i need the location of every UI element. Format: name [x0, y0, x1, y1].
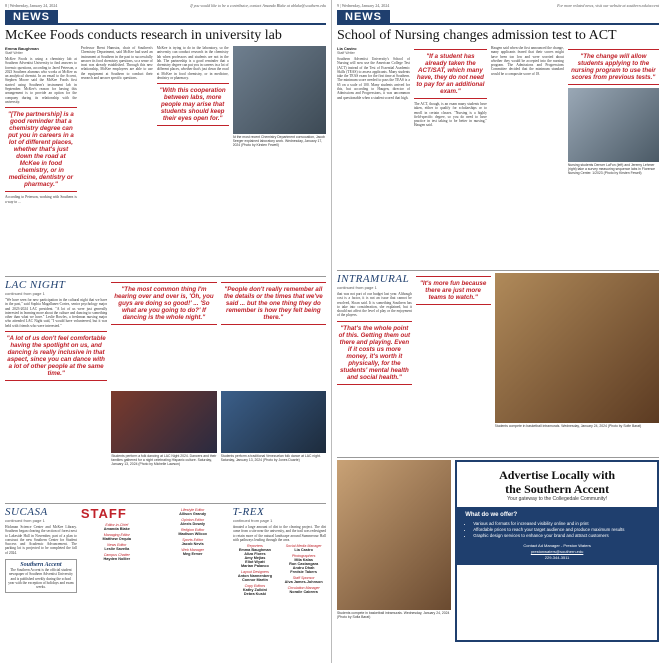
staff-name: Leslie Savella [104, 547, 130, 551]
lac-photo-2-caption: Students perform a traditional Venezuelan folk dance at LAC night. Saturday, January 13, 2024 (Photo by Jones Duarte) [220, 454, 321, 462]
right-news-label: NEWS [337, 10, 390, 24]
lac-night-continued: continued from page 1 [5, 291, 45, 296]
staff-column-2 [157, 508, 229, 556]
right-headline: School of Nursing changes admission test to ACT [337, 28, 617, 43]
right-top-article [337, 46, 659, 268]
staff-role: Sports Editor [182, 538, 204, 542]
staff-role: Circulation Manager [287, 586, 320, 591]
staff-role: Copy Editors [244, 584, 266, 589]
trex-text: donated a large amount of dirt to the clearing project. The dirt came from a site near the university, and the trail was redesigned to retain more of the natural landscape around Summerour Hall with pathways leading through the area. [232, 525, 326, 542]
lac-photo-1-caption: Students perform a folk dancing at LAC Night 2024. Dancers and their families gathered for a night celebrating Hispanic culture. Saturday, January 13, 2024 (Photo by Michelle Lawson) [111, 454, 217, 466]
ad-subtitle: Your gateway to the Collegedale Community! [507, 496, 608, 502]
left-article-paragraph-2: Professor Brent Hamstra, chair of Southern's Chemistry Department, said McKee had used an instrument at Southern in the past to successfully answer its food chemistry questions, so a sense of trust was already established. Through this new relationship, McKee employees are able to use the equipment at Southern to conduct their research and answer specific questions. [80, 46, 153, 81]
staff-role: Staff Sponsor [292, 576, 315, 581]
ad-offer-item: • Graphic design services to enhance your brand and attract customers [473, 533, 649, 539]
intramural-pull-quote-1: "That's the whole point of this. Getting them out there and playing. Even if it costs us more money, it's worth it physically, for the students' mental health and social health." [337, 321, 412, 385]
staff-role: Religion Editor [180, 528, 205, 532]
ad-offer-item: • Various ad formats for increased visibility online and in print [473, 521, 649, 527]
right-page-number: 9 | Wednesday, January 24, 2024 [337, 3, 390, 8]
staff-role: News Editor [107, 543, 127, 547]
left-headline: McKee Foods conducts research in university lab [5, 28, 282, 43]
right-photo-nursing [568, 88, 659, 162]
sucasa-continued: continued from page 1 [5, 518, 45, 523]
left-page-number: 8 | Wednesday, January 24, 2024 [5, 3, 58, 8]
staff-column-1 [81, 523, 153, 561]
staff-disclaimer-box [5, 559, 77, 592]
trex-continued: continued from page 1 [232, 518, 273, 523]
right-page [332, 0, 664, 663]
intramural-text: that was not part of our budget last year. Although cost is a factor, it is not an issue that cannot be resolved, Sloan said. It is something Southern has to take into consideration, she explained, but it should not affect the level of play or the enjoyment of the players. [337, 292, 412, 318]
lac-pull-quote-1: "A lot of us don't feel comfortable having the spotlight on us, and dancing is really inclusive in that aspect, since you can dance with a lot of other people at the same time." [5, 331, 107, 381]
left-news-label: NEWS [5, 10, 58, 24]
sucasa-text: Hickman Science Center and McKee Library. Southern began clearing the section of forest next to Lakeside Hall in November, part of a plan to construct the new Southern Center for Student Success and Academic Advancement. The parking lot is projected to be completed the fall of 2024. [5, 525, 77, 555]
trex-heading: T-REX [232, 506, 265, 518]
right-intramural-section [337, 273, 659, 455]
staff-disclaimer: The Southern Accent is the official student newspaper of Southern Adventist University and is published weekly during the school year with the exception of holidays and exam weeks. [8, 568, 74, 590]
ad-title-line-2: the Southern Accent [505, 482, 610, 496]
intramural-photo-2-caption: Students compete in basketball intramurals. Wednesday, January 24, 2024 (Photo by Sofia Barat) [337, 611, 450, 619]
right-article-paragraph-3: Haugen said when she first announced the change, many applicants feared that their scores might have been too low and were worried about whether they would be accepted into the nursing program. The Admissions and Progressions Committee decided that the minimum standard would be a composite score of 18. [490, 46, 564, 76]
staff-name: Jacob Nevis [181, 542, 204, 546]
lac-photo-folk-dance [221, 391, 326, 453]
intramural-heading: INTRAMURAL [337, 273, 410, 285]
left-top-article [5, 46, 326, 274]
intramural-pull-quote-2: "It's more fun because there are just more teams to watch." [416, 276, 491, 305]
staff-name: Andru Dhah [292, 566, 315, 571]
ad-offer-panel [457, 507, 657, 565]
staff-name: Kathy Zulbini [242, 588, 267, 593]
staff-name: Amanda Blake [103, 527, 130, 531]
left-pull-quote-1: "[The partnership] is a good reminder that a chemistry degree can put you in careers in a lot of different places, whether that's just down the road at McKee in food chemistry, or in medicine, dentistry or pharmacy." [5, 107, 77, 192]
left-contributor-note: If you would like to be a contributor, contact Amanda Blake at ablake@southern.edu [190, 3, 326, 8]
ad-contact-email[interactable]: prestonwaters@southern.edu [530, 549, 584, 554]
staff-name: Alva James-Johnson [284, 580, 323, 585]
staff-name: Lia Castro [294, 548, 313, 553]
staff-name: Fredsie Tabers [290, 570, 318, 575]
left-lac-section [5, 279, 326, 501]
ad-offer-list [465, 521, 649, 539]
staff-name: Marian Palanco [241, 564, 269, 569]
left-pull-quote-2: "With this cooperation between labs, more people may arise that students should keep their eyes open for." [157, 83, 229, 126]
staff-name: Eliot Wyatt [245, 560, 265, 565]
right-website-note: For more related news, visit our website at southern.edu/accent [557, 3, 659, 8]
staff-name: Madison Wilcox [178, 532, 207, 536]
lac-night-heading: LAC NIGHT [5, 279, 66, 291]
intramural-photo-layup [337, 460, 451, 610]
staff-role: Photographers [291, 554, 316, 559]
right-article-paragraph-2: The ACT, though, is an exam many students have taken, either to qualify for scholarships or to enroll in certain classes. "Nursing is a highly field-specific degree, so you do need to have practice in test taking to be better in nursing," Haugen said. [413, 102, 487, 128]
lac-night-text: "We have seen for new participation in the cultural night that we have in the past," said Sophia Magallanes-Cortez, senior psychology major and 2023-2024 LAC president. "A lot of us were just generally interested in learning more about the culture and dancing to something other than what we have." Leslie Bowles, a freshman nursing major who attended LAC Night said, "I would have volunteered, but it was held with friends who were interested." [5, 298, 108, 328]
ad-contact-label: Contact Ad Manager - Preston Waters [523, 543, 591, 548]
ad-title-line-1: Advertise Locally with [499, 468, 616, 482]
right-divider-2 [337, 457, 659, 458]
staff-name: Allison Grandy [179, 512, 207, 516]
intramural-photo-basketball [495, 273, 659, 423]
left-article-paragraph-1: McKee Foods is using a chemistry lab at Southern Adventist University to find answers to forensic questions, according to Jared Peterson, a 2023 Southern alumnus who works at McKee as an analytical chemist. In an email to the Accent, Stephen Moore said the McKee Foods first started using Southern's instrument lab in September. McKee's reason for having this arrangement is to provide an option for the company during its relationship with the university. [5, 57, 77, 104]
staff-name: Anton Nannenberg [237, 574, 273, 579]
staff-name: Ron Castangara [289, 562, 319, 567]
lac-pull-quote-3: "People don't really remember all the details or the times that we've said ... but the one thing they do remember is how they felt being there." [221, 282, 326, 325]
staff-role: Editor-in-Chief [105, 523, 129, 527]
lac-pull-quote-2: "The most common thing I'm hearing over and over is, 'Oh, you guys are doing so good!' ... 'So what are you going to do?' If dancing is the whole night." [111, 282, 216, 325]
left-photo-1-caption: At the most recent Chemistry Department convocation, Jacob Seeger explained laboratory work. Wednesday, January 17, 2024 (Photo by Kirsten Fewell) [232, 135, 325, 147]
staff-name: Amy Mejias [244, 556, 266, 561]
staff-name: Connor Martin [241, 578, 268, 583]
staff-role: Lifestyle Editor [180, 508, 205, 512]
ad-offer-heading: What do we offer? [465, 512, 518, 518]
lac-photo-dancers [111, 391, 216, 453]
staff-role: Managing Editor [103, 533, 130, 537]
staff-role: Opinion Editor [181, 518, 205, 522]
intramural-photo-1-caption: Students compete in basketball intramurals. Wednesday, January 24, 2024 (Photo by Sofie Barat) [494, 424, 642, 428]
staff-role: Campus Chatter [103, 553, 130, 557]
left-byline: Emma Baughman [5, 46, 39, 51]
staff-role: Web Manager [181, 548, 204, 552]
staff-name: Aliza Flores [244, 552, 266, 557]
staff-name: Debra Kuski [243, 592, 267, 597]
staff-role: Reporters [247, 544, 263, 549]
left-divider-2 [5, 503, 326, 504]
staff-title: STAFF [80, 506, 127, 521]
staff-name: Noraile Cabrera [289, 590, 318, 595]
staff-column-4 [281, 542, 326, 596]
left-news-banner [5, 11, 326, 25]
right-byline: Lia Castro [337, 46, 357, 51]
right-divider-1 [337, 270, 659, 271]
advertise-ad[interactable] [455, 460, 659, 642]
accent-logo: Southern Accent [20, 562, 62, 569]
left-divider-1 [5, 276, 326, 277]
ad-offer-item: • Affordable prices to reach your target audience and produce maximum results [473, 527, 649, 533]
right-pull-quote-1: "If a student has already taken the ACT/SAT, which many have, they do not need to pay for an additional exam." [414, 49, 487, 99]
staff-name: Mila Kalas [294, 558, 313, 563]
staff-name: Hayden Nollier [103, 557, 131, 561]
staff-name: Alexis Dowdy [180, 522, 205, 526]
left-photo-chemistry-lab [233, 46, 326, 134]
right-news-banner [337, 11, 659, 25]
staff-role: Layout Designers [240, 570, 269, 575]
ad-contact-phone: 229-344-3511 [544, 555, 570, 560]
staff-name: Matthew Orquia [102, 537, 132, 541]
left-article-attribution: According to Peterson, working with Southern is a way to ... [5, 195, 77, 204]
sucasa-heading: SUCASA [5, 506, 48, 518]
staff-column-3 [233, 542, 278, 596]
left-article-paragraph-3: McKee is trying to do in the laboratory, so the university can conduct research in the chemistry lab when professors and students are not in the lab. The partnership is a good reminder that a chemistry degree can put you in careers in a lot of different places, whether that's just down the road at McKee in food chemistry, or in medicine, dentistry or pharmacy. [156, 46, 229, 81]
staff-name: Emma Baughman [238, 548, 271, 553]
right-photo-1-caption: Nursing students Denver LaFon (left) and Jeremy Lehmer (right) take a survey measuring sequence labs in Florence Nursing Center. 1/2023 (Photo by Kirsten Fewell) [567, 163, 656, 175]
staff-role: Social Media Manager [285, 544, 322, 549]
left-byline-role: Staff Writer [5, 51, 23, 55]
right-article-paragraph-1: Southern Adventist University's School of Nursing will now use the American College Test (ACT) instead of the Test of Essential Academic Skills (TEAS) to assess applicants. Many students take the TEAS exam for the first time at Southern. The minimum score needed to pass the TEAS is a 65 on a scale of 100. Many students arrived for this, but according to Haugen, director of Admissions and Progressions, it was uncommon and questionable when a student scored that high. [337, 57, 410, 100]
staff-name: Meg Ermer [182, 552, 203, 556]
right-pull-quote-2: "The change will allow students applying to the nursing program to use their scores from previous tests." [568, 49, 659, 85]
right-bottom-section [337, 460, 659, 642]
intramural-continued: continued from page 1 [337, 285, 377, 290]
left-bottom-section [5, 506, 326, 663]
right-byline-role: Staff Writer [337, 51, 355, 55]
